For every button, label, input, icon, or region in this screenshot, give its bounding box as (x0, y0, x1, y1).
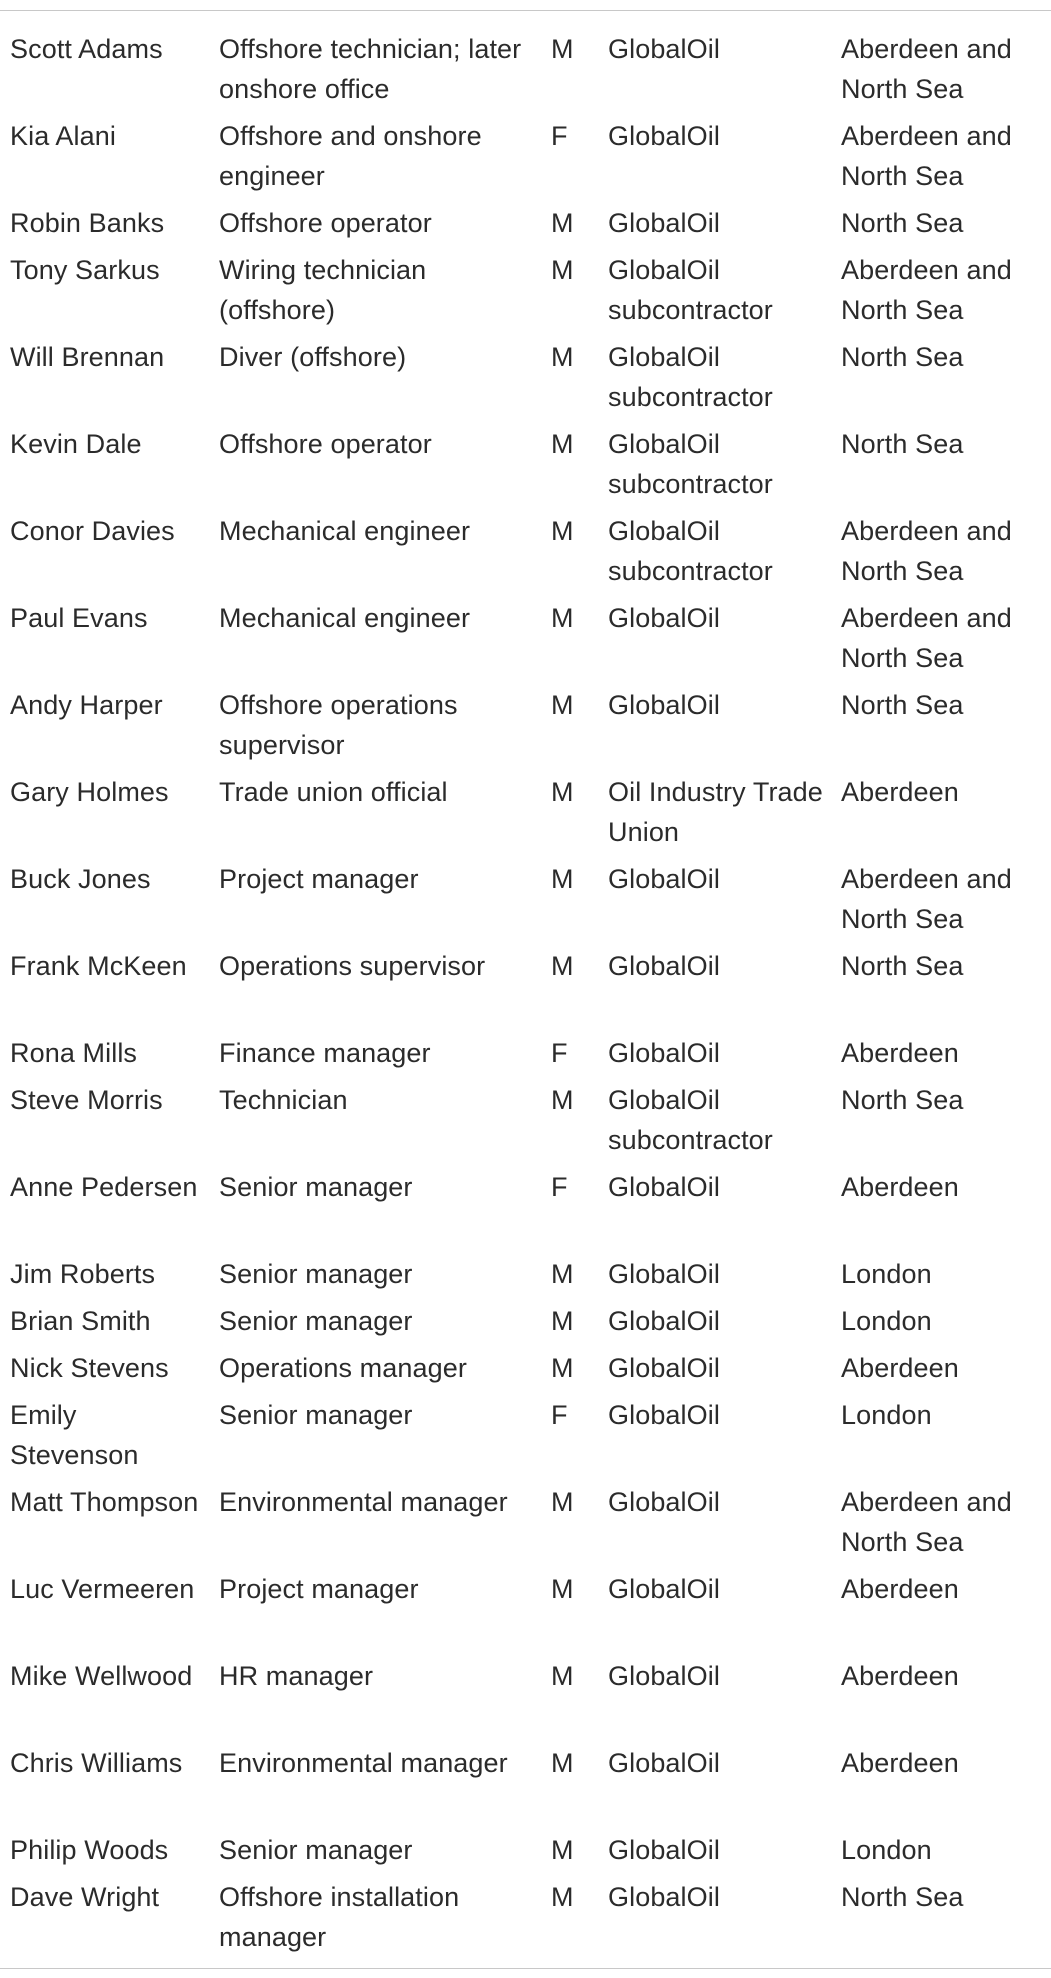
name-cell: Nick Stevens (10, 1353, 169, 1383)
role-cell: Senior manager (219, 1400, 413, 1430)
table-row (0, 1391, 1051, 1478)
role-cell: Environmental manager (219, 1748, 508, 1778)
sex-cell: M (551, 1835, 574, 1865)
organisation-cell: GlobalOil (608, 603, 720, 633)
name-cell: Brian Smith (10, 1306, 151, 1336)
location-cell: London (841, 1259, 932, 1289)
location-cell: Aberdeen (841, 1661, 959, 1691)
role-cell: Diver (offshore) (219, 342, 407, 372)
name-cell: Frank McKeen (10, 951, 187, 981)
role-cell: Offshore technician; later onshore office (219, 34, 522, 104)
table-row (0, 1076, 1051, 1163)
location-cell: Aberdeen and North Sea (841, 121, 1012, 191)
table-row (0, 507, 1051, 594)
sex-cell: M (551, 1748, 574, 1778)
location-cell: North Sea (841, 690, 964, 720)
table-row (0, 420, 1051, 507)
name-cell: Mike Wellwood (10, 1661, 193, 1691)
sex-cell: F (551, 1038, 568, 1068)
organisation-cell: GlobalOil subcontractor (608, 1085, 773, 1155)
location-cell: London (841, 1835, 932, 1865)
organisation-cell: GlobalOil (608, 208, 720, 238)
location-cell: Aberdeen and North Sea (841, 864, 1012, 934)
role-cell: Offshore operations supervisor (219, 690, 458, 760)
table-row (0, 1873, 1051, 1960)
sex-cell: M (551, 1085, 574, 1115)
organisation-cell: GlobalOil (608, 121, 720, 151)
role-cell: Offshore operator (219, 429, 432, 459)
table-row (0, 681, 1051, 768)
organisation-cell: GlobalOil (608, 1306, 720, 1336)
role-cell: Technician (219, 1085, 348, 1115)
role-cell: Offshore installation manager (219, 1882, 460, 1952)
organisation-cell: GlobalOil (608, 1038, 720, 1068)
role-cell: Senior manager (219, 1259, 413, 1289)
table-row (0, 1478, 1051, 1565)
location-cell: Aberdeen and North Sea (841, 34, 1012, 104)
location-cell: Aberdeen and North Sea (841, 255, 1012, 325)
role-cell: Project manager (219, 1574, 419, 1604)
role-cell: Environmental manager (219, 1487, 508, 1517)
sex-cell: M (551, 255, 574, 285)
sex-cell: F (551, 121, 568, 151)
name-cell: Chris Williams (10, 1748, 183, 1778)
organisation-cell: GlobalOil (608, 1259, 720, 1289)
table-row (0, 1565, 1051, 1652)
role-cell: Senior manager (219, 1306, 413, 1336)
role-cell: Operations supervisor (219, 951, 486, 981)
table-row (0, 768, 1051, 855)
organisation-cell: GlobalOil subcontractor (608, 429, 773, 499)
location-cell: Aberdeen (841, 777, 959, 807)
name-cell: Dave Wright (10, 1882, 160, 1912)
role-cell: Project manager (219, 864, 419, 894)
sex-cell: M (551, 1574, 574, 1604)
organisation-cell: GlobalOil (608, 1748, 720, 1778)
organisation-cell: GlobalOil (608, 1661, 720, 1691)
table-row (0, 199, 1051, 246)
role-cell: HR manager (219, 1661, 374, 1691)
name-cell: Conor Davies (10, 516, 175, 546)
organisation-cell: GlobalOil (608, 34, 720, 64)
sex-cell: M (551, 342, 574, 372)
role-cell: Mechanical engineer (219, 603, 471, 633)
table-bottom-rule (0, 1968, 1051, 1969)
sex-cell: M (551, 1259, 574, 1289)
name-cell: Will Brennan (10, 342, 165, 372)
sex-cell: M (551, 1487, 574, 1517)
name-cell: Robin Banks (10, 208, 165, 238)
sex-cell: M (551, 864, 574, 894)
table-row (0, 1250, 1051, 1297)
organisation-cell: GlobalOil subcontractor (608, 255, 773, 325)
organisation-cell: GlobalOil (608, 1400, 720, 1430)
sex-cell: M (551, 603, 574, 633)
organisation-cell: GlobalOil (608, 1172, 720, 1202)
organisation-cell: GlobalOil subcontractor (608, 516, 773, 586)
organisation-cell: GlobalOil (608, 864, 720, 894)
sex-cell: F (551, 1172, 568, 1202)
table-row (0, 594, 1051, 681)
table-row (0, 112, 1051, 199)
table-row (0, 1029, 1051, 1076)
organisation-cell: GlobalOil (608, 1353, 720, 1383)
role-cell: Offshore operator (219, 208, 432, 238)
role-cell: Trade union official (219, 777, 448, 807)
name-cell: Tony Sarkus (10, 255, 160, 285)
sex-cell: M (551, 951, 574, 981)
role-cell: Finance manager (219, 1038, 431, 1068)
table-row (0, 855, 1051, 942)
table-row (0, 1652, 1051, 1739)
role-cell: Mechanical engineer (219, 516, 471, 546)
table-row (0, 1163, 1051, 1250)
organisation-cell: GlobalOil (608, 690, 720, 720)
name-cell: Gary Holmes (10, 777, 169, 807)
sex-cell: F (551, 1400, 568, 1430)
sex-cell: M (551, 1882, 574, 1912)
location-cell: Aberdeen (841, 1353, 959, 1383)
role-cell: Offshore and onshore engineer (219, 121, 482, 191)
sex-cell: M (551, 34, 574, 64)
organisation-cell: GlobalOil (608, 1882, 720, 1912)
name-cell: Paul Evans (10, 603, 148, 633)
location-cell: Aberdeen and North Sea (841, 603, 1012, 673)
location-cell: Aberdeen and North Sea (841, 1487, 1012, 1557)
location-cell: North Sea (841, 429, 964, 459)
name-cell: Kia Alani (10, 121, 116, 151)
sex-cell: M (551, 690, 574, 720)
table-row (0, 1826, 1051, 1873)
table-row (0, 246, 1051, 333)
table-row (0, 333, 1051, 420)
table-row (0, 942, 1051, 1029)
organisation-cell: GlobalOil (608, 1574, 720, 1604)
location-cell: North Sea (841, 208, 964, 238)
location-cell: Aberdeen (841, 1172, 959, 1202)
organisation-cell: Oil Industry Trade Union (608, 777, 823, 847)
name-cell: Matt Thompson (10, 1487, 199, 1517)
name-cell: Jim Roberts (10, 1259, 156, 1289)
location-cell: North Sea (841, 342, 964, 372)
role-cell: Operations manager (219, 1353, 467, 1383)
sex-cell: M (551, 1661, 574, 1691)
location-cell: Aberdeen (841, 1038, 959, 1068)
location-cell: North Sea (841, 951, 964, 981)
sex-cell: M (551, 208, 574, 238)
organisation-cell: GlobalOil (608, 951, 720, 981)
name-cell: Anne Pedersen (10, 1172, 198, 1202)
location-cell: London (841, 1400, 932, 1430)
name-cell: Philip Woods (10, 1835, 169, 1865)
name-cell: Emily Stevenson (10, 1400, 139, 1470)
sex-cell: M (551, 429, 574, 459)
location-cell: Aberdeen (841, 1574, 959, 1604)
name-cell: Steve Morris (10, 1085, 163, 1115)
table-top-rule (0, 10, 1051, 11)
name-cell: Andy Harper (10, 690, 163, 720)
location-cell: Aberdeen (841, 1748, 959, 1778)
name-cell: Rona Mills (10, 1038, 138, 1068)
table-row (0, 1297, 1051, 1344)
name-cell: Buck Jones (10, 864, 151, 894)
sex-cell: M (551, 777, 574, 807)
role-cell: Senior manager (219, 1835, 413, 1865)
sex-cell: M (551, 516, 574, 546)
organisation-cell: GlobalOil (608, 1487, 720, 1517)
name-cell: Kevin Dale (10, 429, 142, 459)
sex-cell: M (551, 1353, 574, 1383)
role-cell: Senior manager (219, 1172, 413, 1202)
location-cell: North Sea (841, 1882, 964, 1912)
location-cell: Aberdeen and North Sea (841, 516, 1012, 586)
sex-cell: M (551, 1306, 574, 1336)
table-body (0, 25, 1051, 1960)
location-cell: North Sea (841, 1085, 964, 1115)
table-row (0, 1739, 1051, 1826)
table-row (0, 1344, 1051, 1391)
role-cell: Wiring technician (offshore) (219, 255, 427, 325)
table-row (0, 25, 1051, 112)
name-cell: Luc Vermeeren (10, 1574, 195, 1604)
organisation-cell: GlobalOil (608, 1835, 720, 1865)
organisation-cell: GlobalOil subcontractor (608, 342, 773, 412)
name-cell: Scott Adams (10, 34, 163, 64)
location-cell: London (841, 1306, 932, 1336)
